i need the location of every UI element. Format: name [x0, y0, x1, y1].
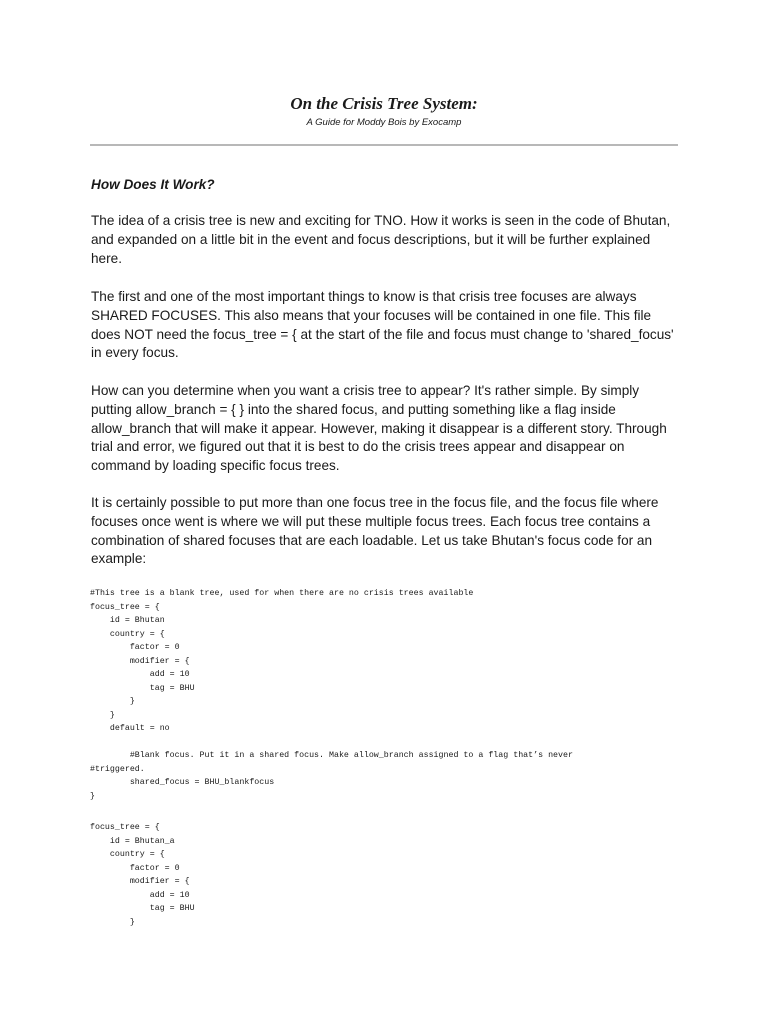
paragraph-text: How can you determine when you want a crisis tree to appear? It's rather simple. By simply putting allow_branch = { } into the shared focus, and putting something like a flag inside allow_branch that will make it appear. However, making it disappear is a different story. Through trial and error, we figured out that it is best to do the crisis trees appear and disappear on command by loading specific focus trees. — [91, 383, 667, 474]
paragraph-1 — [91, 212, 681, 268]
horizontal-rule — [90, 144, 678, 146]
paragraph-text: It is certainly possible to put more than one focus tree in the focus file, and the focus file where focuses once went is where we will put these multiple focus trees. Each focus tree contains a combination of shared focuses that are each loadable. Let us take Bhutan's focus code for an example: — [91, 495, 659, 567]
paragraph-4 — [91, 494, 681, 569]
paragraph-text: The idea of a crisis tree is new and exciting for TNO. How it works is seen in the code of Bhutan, and expanded on a little bit in the event and focus descriptions, but it will be further explained here. — [91, 213, 671, 266]
document-subtitle: A Guide for Moddy Bois by Exocamp — [306, 117, 462, 128]
section-heading: How Does It Work? — [91, 177, 215, 192]
paragraph-2 — [91, 288, 681, 363]
code-block-bhutan-a: focus_tree = { id = Bhutan_a country = { factor = 0 modifier = { add = 10 tag = BHU } — [90, 823, 195, 927]
paragraph-3 — [91, 382, 681, 476]
code-block-blank-tree: #This tree is a blank tree, used for when there are no crisis trees available focus_tree = { id = Bhutan country = { factor = 0 modifier = { add = 10 tag = BHU } } default = no #Blank focus. Put it in a shared focus. Make allow_branch assigned to a flag that’s never #triggered. shared_focus = BHU_blankfocus } — [90, 589, 573, 801]
document-title: On the Crisis Tree System: — [290, 94, 478, 113]
paragraph-text: The first and one of the most important things to know is that crisis tree focuses are always SHARED FOCUSES. This also means that your focuses will be contained in one file. This file does NOT need the focus_tree = { at the start of the file and focus must change to 'shared_focus' in every focus. — [91, 289, 674, 361]
